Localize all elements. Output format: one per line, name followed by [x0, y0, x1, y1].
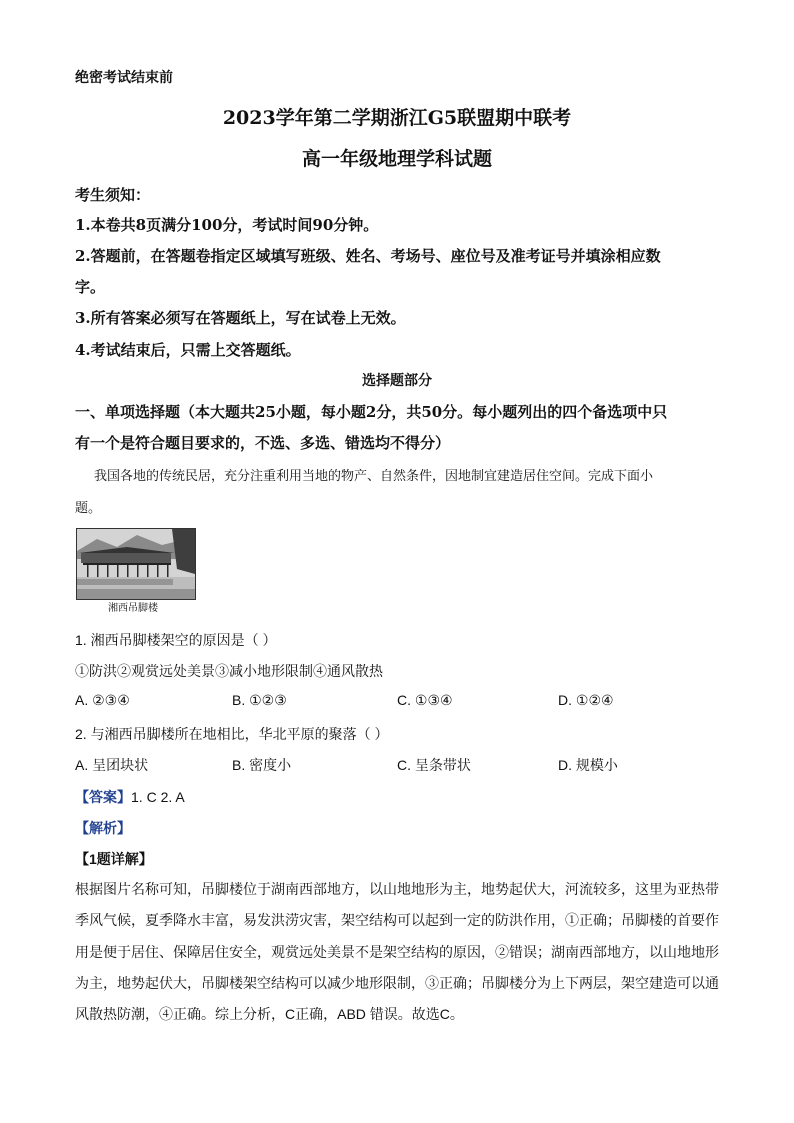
notice-heading: 考生须知：	[75, 186, 151, 204]
question-2-option-a: A. 呈团块状	[75, 757, 149, 773]
detail-line: 根据图片名称可知，吊脚楼位于湖南西部地方，以山地地形为主，地势起伏大，河流较多，这里为亚热带	[75, 881, 719, 897]
section-heading: 一、单项选择题（本大题共25小题，每小题2分，共50分。每小题列出的四个备选项中只	[75, 403, 668, 421]
stilt-house-photo	[76, 528, 196, 600]
intro-text: 题。	[75, 501, 102, 516]
detail-line: 为主，地势起伏大，吊脚楼架空结构可以减少地形限制，③正确；吊脚楼分为上下两层，架空建造可以通	[75, 975, 719, 991]
exam-subtitle: 高一年级地理学科试题	[301, 148, 492, 170]
secret-label: 绝密考试结束前	[75, 70, 173, 86]
exam-title: 2023学年第二学期浙江G5联盟期中联考	[222, 107, 572, 129]
notice-item: 2.答题前，在答题卷指定区域填写班级、姓名、考场号、座位号及准考证号并填涂相应数	[75, 247, 661, 265]
answer-text: 1. C 2. A	[131, 789, 185, 805]
figure-caption: 湘西吊脚楼	[108, 603, 158, 614]
question-1-stem: 1. 湘西吊脚楼架空的原因是（ ）	[75, 632, 277, 648]
answer-line	[75, 787, 185, 807]
question-1-option-c: C. ①③④	[397, 692, 453, 708]
stilt-house-illustration	[77, 529, 195, 599]
detail-line: 季风气候，夏季降水丰富，易发洪涝灾害，架空结构可以起到一定的防洪作用，①正确；吊脚楼的首要作	[75, 912, 719, 928]
detail-line: 风散热防潮，④正确。综上分析，C正确，ABD 错误。故选C。	[75, 1006, 464, 1022]
detail-label: 【1题详解】	[75, 851, 153, 867]
notice-item: 字。	[75, 278, 106, 296]
notice-item: 1.本卷共8页满分100分，考试时间90分钟。	[75, 216, 379, 234]
answer-label: 【答案】	[75, 789, 131, 805]
section-title: 选择题部分	[362, 373, 432, 389]
question-1-option-a: A. ②③④	[75, 692, 130, 708]
question-1-statements: ①防洪②观赏远处美景③减小地形限制④通风散热	[75, 663, 383, 679]
section-heading: 有一个是符合题目要求的，不选、多选、错选均不得分）	[75, 434, 451, 452]
question-2-option-c: C. 呈条带状	[397, 757, 471, 773]
question-1-option-b: B. ①②③	[232, 692, 287, 708]
intro-text: 我国各地的传统民居，充分注重利用当地的物产、自然条件，因地制宜建造居住空间。完成下面小	[94, 469, 654, 484]
notice-item: 3.所有答案必须写在答题纸上，写在试卷上无效。	[75, 309, 406, 327]
detail-line: 用是便于居住、保障居住安全，观赏远处美景不是架空结构的原因，②错误；湖南西部地方，以山地地形	[75, 944, 719, 960]
question-2-option-d: D. 规模小	[558, 757, 618, 773]
notice-item: 4.考试结束后，只需上交答题纸。	[75, 341, 301, 359]
question-1-option-d: D. ①②④	[558, 692, 614, 708]
question-2-option-b: B. 密度小	[232, 757, 292, 773]
question-2-stem: 2. 与湘西吊脚楼所在地相比，华北平原的聚落（ ）	[75, 726, 389, 742]
analysis-label: 【解析】	[75, 820, 131, 836]
